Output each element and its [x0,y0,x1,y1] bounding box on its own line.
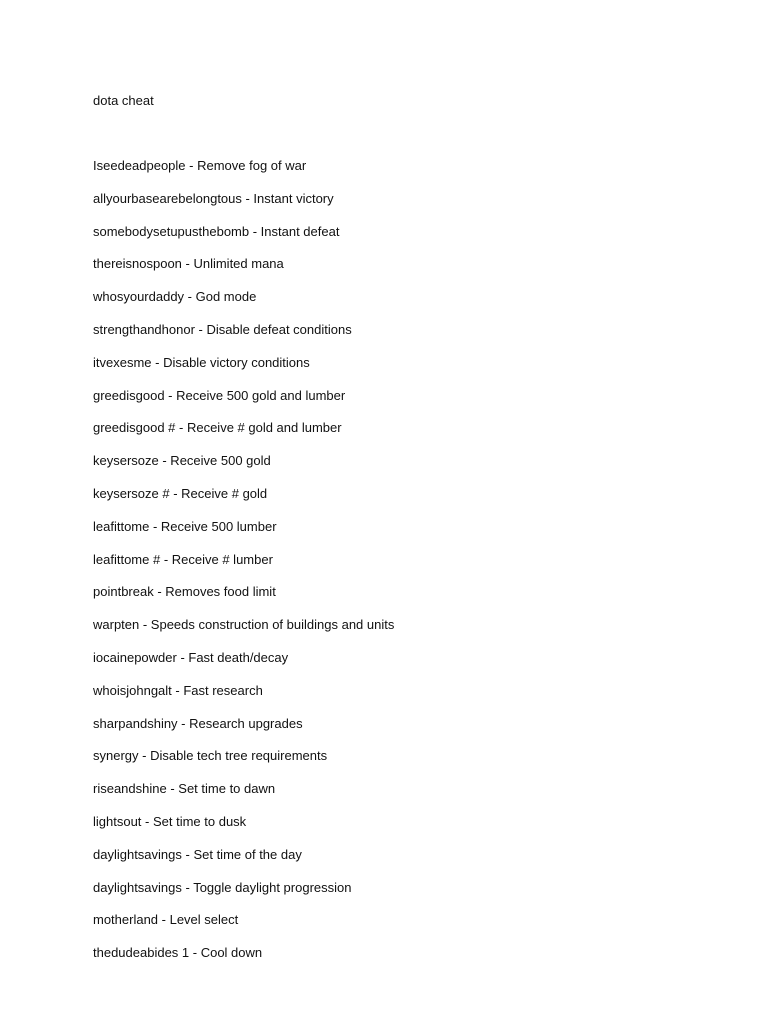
cheat-line: warpten - Speeds construction of buildings and units [93,617,395,633]
cheat-line: sharpandshiny - Research upgrades [93,715,303,731]
cheat-line: greedisgood # - Receive # gold and lumber [93,420,342,436]
cheat-line: somebodysetupusthebomb - Instant defeat [93,223,340,239]
cheat-line: allyourbasearebelongtous - Instant victory [93,190,334,206]
cheat-line: thereisnospoon - Unlimited mana [93,256,284,272]
cheat-line: keysersoze - Receive 500 gold [93,453,271,469]
cheat-line: synergy - Disable tech tree requirements [93,748,328,764]
cheat-line: leafittome # - Receive # lumber [93,551,273,567]
cheat-line: thedudeabides 1 - Cool down [93,945,263,961]
cheat-line: keysersoze # - Receive # gold [93,485,268,501]
cheat-line: pointbreak - Removes food limit [93,584,276,600]
cheat-line: motherland - Level select [93,912,239,928]
cheat-line: lightsout - Set time to dusk [93,813,247,829]
cheat-line: itvexesme - Disable victory conditions [93,354,310,370]
cheat-line: daylightsavings - Toggle daylight progression [93,879,352,895]
cheat-line: daylightsavings - Set time of the day [93,846,302,862]
cheat-line: leafittome - Receive 500 lumber [93,518,277,534]
document-title: dota cheat [93,93,154,108]
cheat-line: riseandshine - Set time to dawn [93,781,276,797]
cheat-list [93,157,394,977]
cheat-line: strengthandhonor - Disable defeat conditions [93,321,352,337]
cheat-line: whosyourdaddy - God mode [93,289,257,305]
cheat-line: greedisgood - Receive 500 gold and lumber [93,387,346,403]
cheat-line: Iseedeadpeople - Remove fog of war [93,158,307,173]
cheat-line: whoisjohngalt - Fast research [93,682,263,698]
cheat-line: iocainepowder - Fast death/decay [93,649,289,665]
